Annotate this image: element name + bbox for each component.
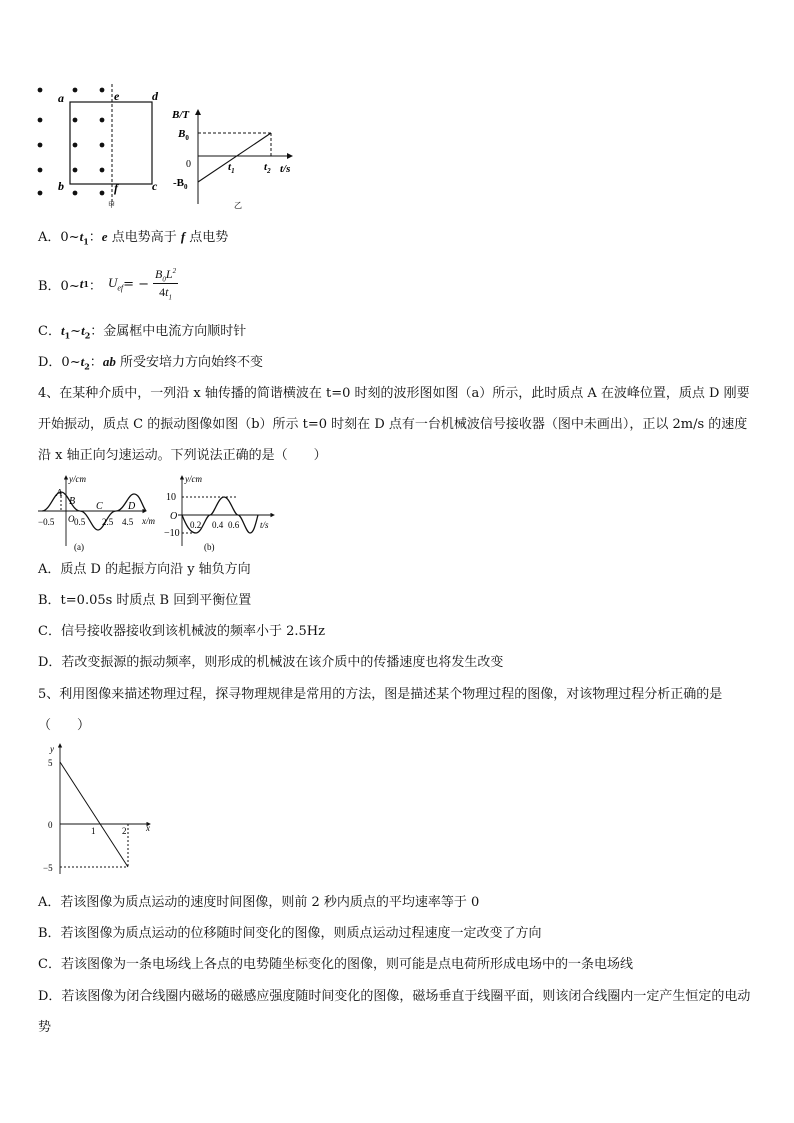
u-ef-symbol: $U_{ef}$ (107, 275, 124, 293)
caption-yi: 乙 (234, 201, 242, 210)
y-label: y (50, 744, 54, 754)
label-D: D (128, 501, 136, 512)
tick-zero: 0 (48, 820, 53, 830)
q3-option-c: C．$t_1\sim t_2$：金属框中电流方向顺时针 (38, 323, 247, 341)
tick-0-2: 0.2 (190, 520, 202, 530)
q5-graph (40, 738, 160, 874)
tick-neg-5: −5 (43, 863, 53, 873)
caption-jia: 甲 (108, 201, 115, 209)
label-O: O (170, 511, 178, 522)
tick-10: 10 (166, 492, 176, 503)
tick-t2: $t_2$ (264, 161, 271, 175)
tick-4-5: 4.5 (122, 517, 134, 527)
graph-line (60, 762, 128, 867)
x-label: t/s (260, 520, 269, 530)
q3-option-d: D．$0\sim t_2$：ab 所受安培力方向始终不变 (38, 354, 263, 372)
x-label: x (146, 823, 150, 833)
x-label: x/m (142, 516, 155, 526)
tick-b0: $B_0$ (178, 128, 189, 142)
q5-option-d: D．若该图像为闭合线圈内磁场的磁感应强度随时间变化的图像，磁场垂直于线圈平面，则该闭合线圈内一定产生恒定的电动势 (38, 989, 751, 1035)
y-label: B/T (172, 109, 190, 121)
q3-option-b: B．0~ t 1 ： $U_{ef}$ = − $\frac{B_0L^2}{4t_1}$ (38, 266, 177, 302)
q4-figure-a (36, 470, 162, 556)
tick-1: 1 (91, 826, 96, 836)
tick-0-4: 0.4 (212, 520, 224, 530)
q5-option-b: B．若该图像为质点运动的位移随时间变化的图像，则质点运动过程速度一定改变了方向 (38, 926, 542, 941)
q4-option-c: C．信号接收器接收到该机械波的频率小于 2.5Hz (38, 624, 325, 639)
label-f: f (114, 181, 118, 195)
label-O: O (68, 514, 75, 524)
q3-option-a: A．$0\sim t_1$：e 点电势高于 f 点电势 (38, 229, 229, 247)
label-d: d (152, 89, 158, 103)
tick-neg-0-5: −0.5 (38, 517, 55, 527)
tick-0-6: 0.6 (228, 520, 240, 530)
label-C: C (96, 501, 103, 512)
label-B: B (69, 496, 76, 507)
tick-neg-10: −10 (164, 528, 180, 539)
q5-option-c: C．若该图像为一条电场线上各点的电势随坐标变化的图像，则可能是点电荷所形成电场中的一条电场线 (38, 957, 633, 972)
q3-graph-b-t (170, 104, 305, 212)
y-label: y/cm (69, 474, 86, 484)
q4-figure-b (162, 470, 284, 556)
tick-2-5: 2.5 (102, 517, 114, 527)
metal-frame (70, 102, 152, 184)
label-e: e (114, 89, 120, 103)
label-c: c (152, 179, 158, 193)
label-A: A (56, 488, 63, 499)
q5-option-a: A．若该图像为质点运动的速度时间图像，则前 2 秒内质点的平均速率等于 0 (38, 895, 480, 910)
q4-option-b: B．t=0.05s 时质点 B 回到平衡位置 (38, 593, 252, 608)
q4-stem: 4、在某种介质中，一列沿 x 轴传播的简谐横波在 t=0 时刻的波形图如图（a）所示，此时质点 A 在波峰位置，质点 D 刚要开始振动，质点 C 的振动图像如图（b）所示 t=0 时刻在 D 点有一台机械波信号接收器（图中未画出），正以 2m/s 的速度沿 x 轴正向匀速运动。下列说法正确的是（ ） (38, 386, 750, 463)
tick-t1: $t_1$ (228, 161, 235, 175)
tick-neg-b0: $-B_0$ (173, 177, 188, 191)
tick-5: 5 (48, 758, 53, 768)
q4-option-a: A．质点 D 的起振方向沿 y 轴负方向 (38, 562, 251, 577)
caption-a: (a) (74, 542, 84, 552)
tick-2: 2 (122, 826, 127, 836)
q3-figure-frame (30, 80, 190, 210)
label-b: b (58, 179, 64, 193)
magnetic-field-dots (38, 88, 105, 196)
caption-b: (b) (204, 542, 215, 552)
label-a: a (58, 91, 64, 105)
y-label: y/cm (185, 474, 202, 484)
q4-option-d: D．若改变振源的振动频率，则形成的机械波在该介质中的传播速度也将发生改变 (38, 655, 504, 670)
tick-0-5: 0.5 (74, 517, 86, 527)
fraction: $\frac{B_0L^2}{4t_1}$ (155, 266, 177, 302)
x-label: t/s (280, 163, 291, 175)
q5-stem: 5、利用图像来描述物理过程，探寻物理规律是常用的方法，图是描述某个物理过程的图像，对该物理过程分析正确的是（ ） (38, 687, 723, 733)
tick-zero: 0 (186, 159, 191, 170)
